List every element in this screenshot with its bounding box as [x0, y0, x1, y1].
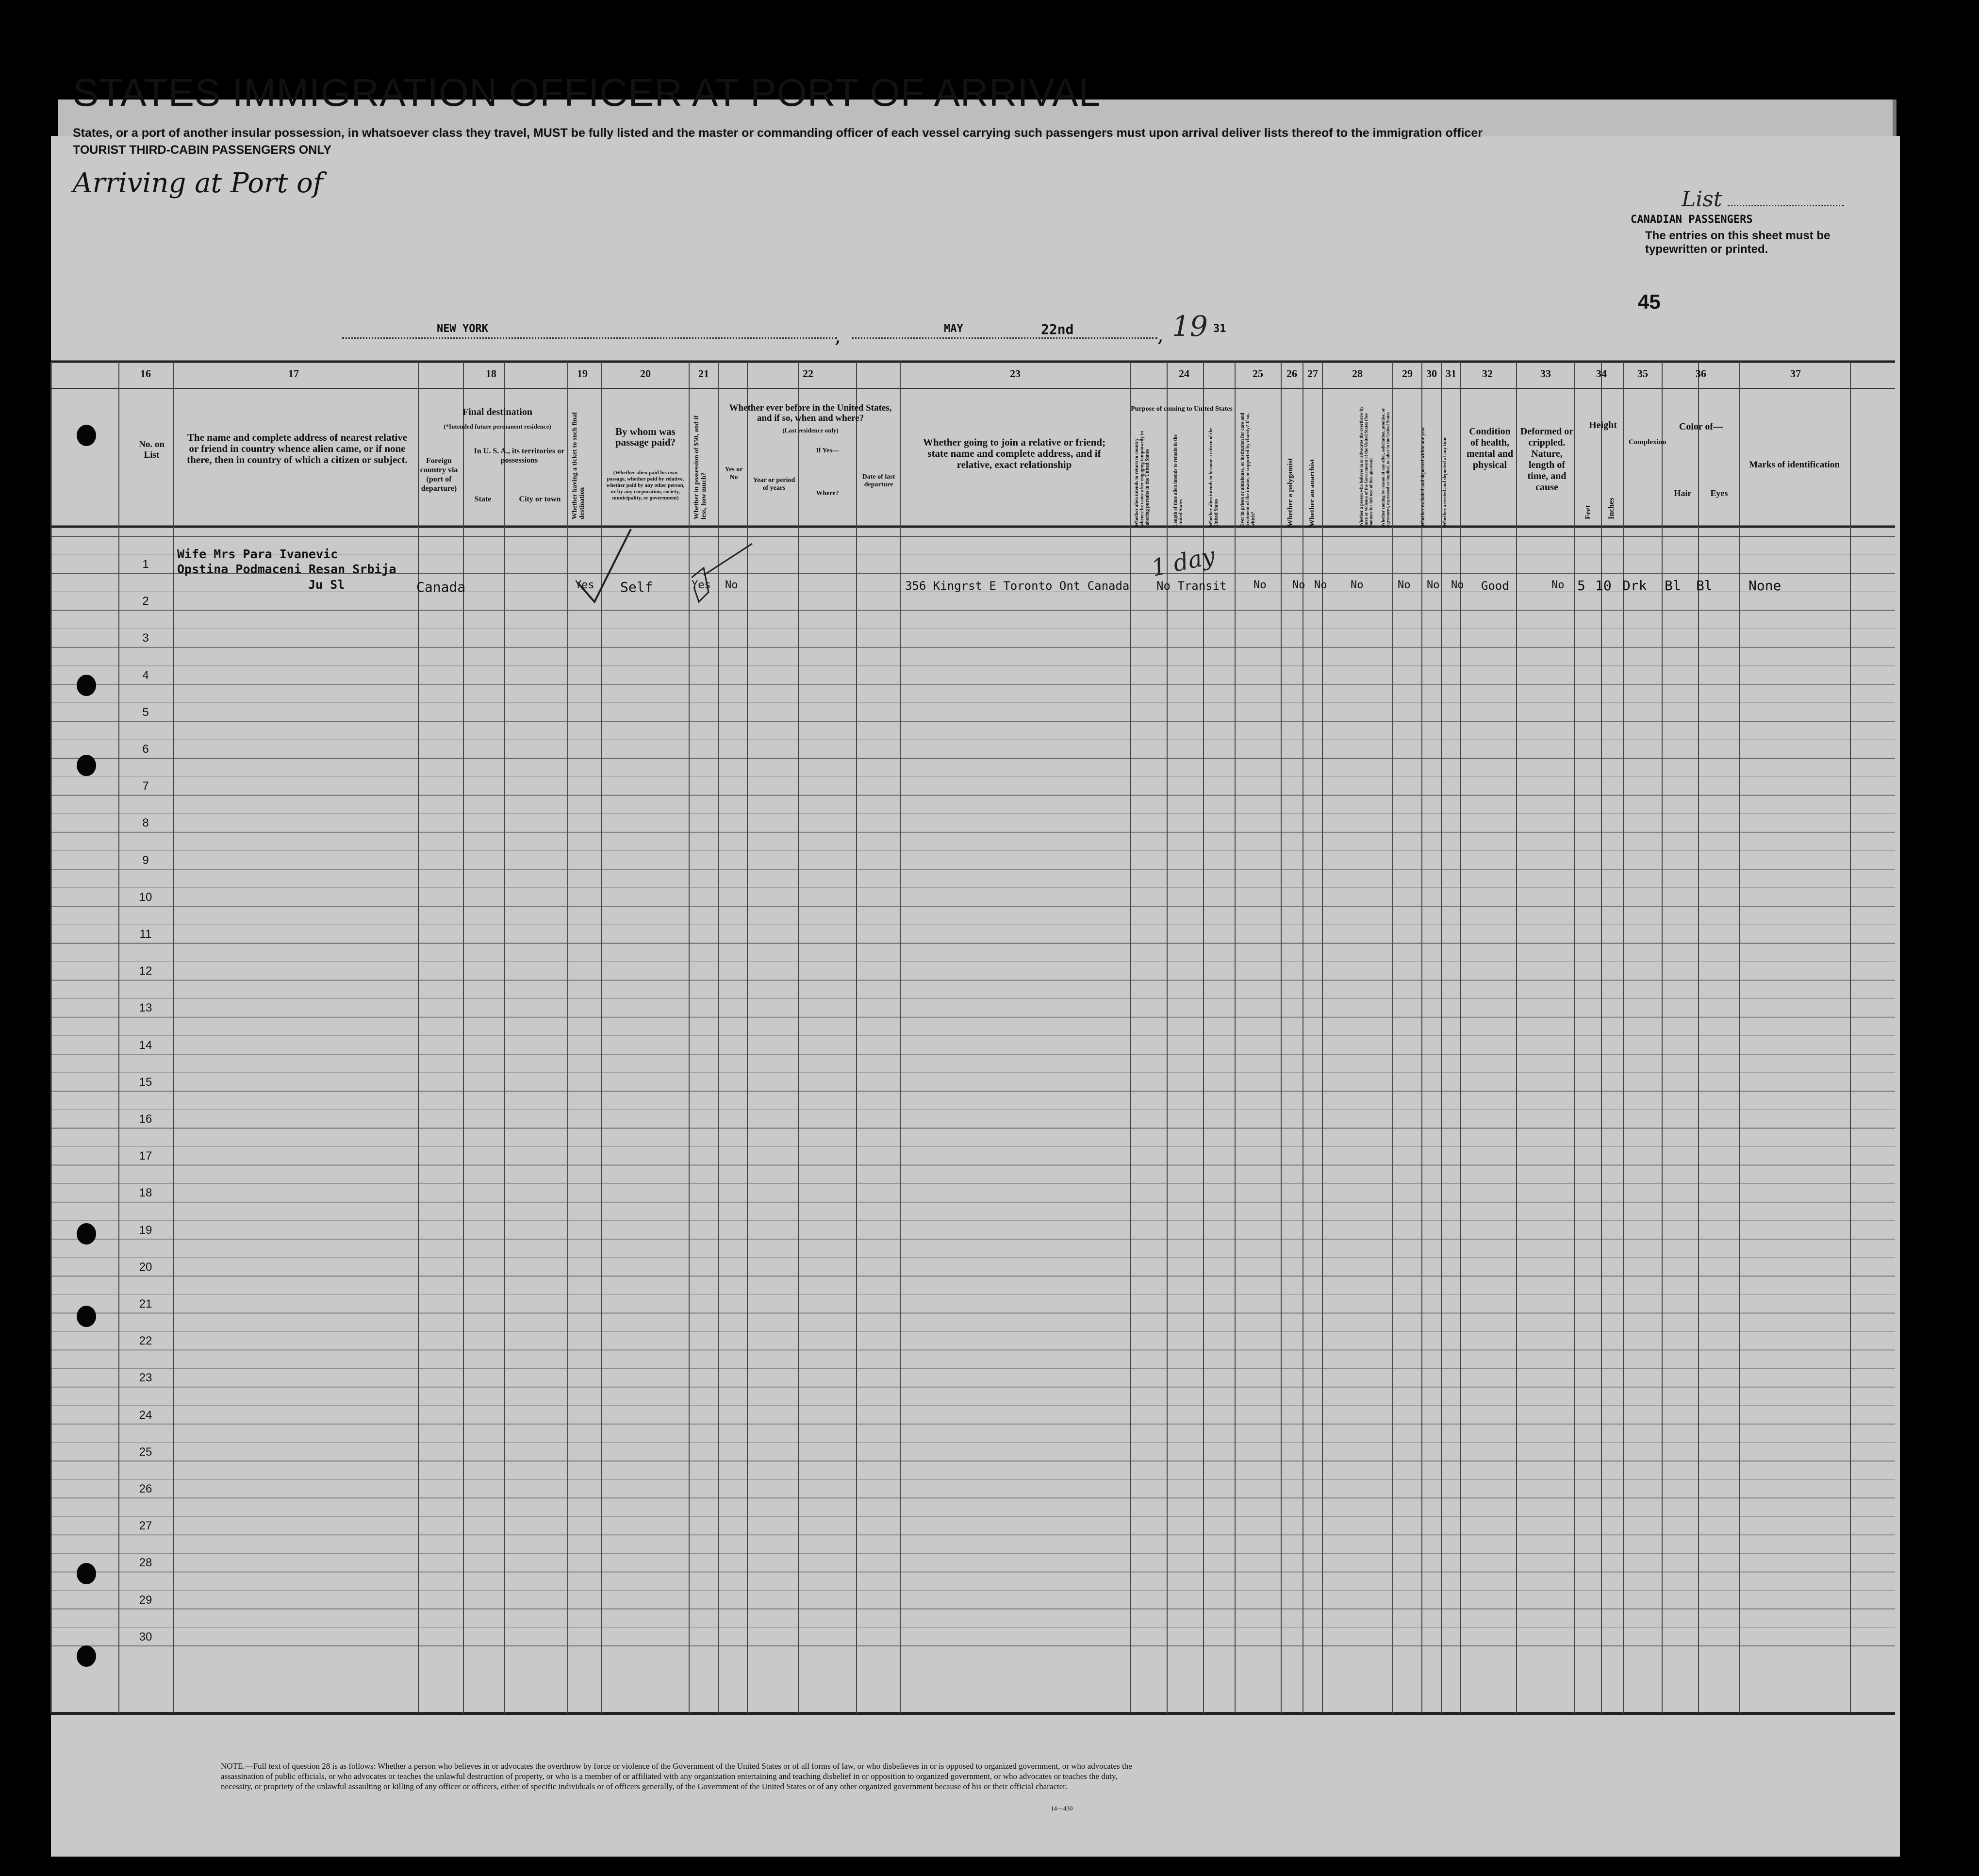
column-number: 31 — [1446, 367, 1456, 380]
col28-header: Whether a person who believes in or advocates the overthrow by force or violence of the Government of the United States (See footnote for full text of this question) — [1359, 406, 1373, 527]
footnote-q28: NOTE.—Full text of question 28 is as follows: Whether a person who believes in or advocates the overthrow by force or violence of the Government of the United States or of all forms of law, or who disbelieves in or is opposed to organized government, or who advocates the assassination of public officials, or who advocates or teaches the unlawful destruction of property, or who is a member of or affiliated with any organization entertaining and teaching disbelief in or opposition to organized government, or who advocates or teaches the duty, necessity, or propriety of the unlawful assaulting or killing of any officer or officers, either of specific individuals or of officers generally, of the Government of the United States or of any other organized government because of his or their official character. — [221, 1761, 1132, 1791]
page-title: STATES IMMIGRATION OFFICER AT PORT OF ARRIVAL — [73, 71, 1101, 114]
row-number: 30 — [139, 1630, 152, 1644]
row-number: 1 — [142, 558, 149, 571]
col37-header: Marks of identification — [1749, 460, 1840, 470]
list-type: CANADIAN PASSENGERS — [1631, 214, 1753, 226]
comma-1: , — [835, 325, 841, 348]
row1-purpose-handwritten: 1 day — [1149, 542, 1218, 582]
row-number: 21 — [139, 1297, 152, 1311]
row1-complexion: Drk — [1622, 578, 1647, 594]
col18-state: State — [474, 495, 492, 503]
row-number: 17 — [139, 1149, 152, 1163]
row1-q31: No — [1451, 579, 1464, 591]
row1-before-us: No — [725, 579, 738, 591]
page-subtitle: States, or a port of another insular possession, in whatsoever class they travel, MUST be fully listed and the master or commanding officer of each vessel carrying such passengers must upon arrival deliver lists thereof to the immigration officer — [73, 126, 1483, 140]
col18-title: Final destination — [462, 407, 532, 417]
row-number: 15 — [139, 1075, 152, 1089]
row-number: 18 — [139, 1186, 152, 1200]
column-number: 32 — [1482, 367, 1493, 380]
binder-hole — [77, 1645, 96, 1667]
row1-money: Yes — [692, 579, 711, 591]
col24a-header: Whether alien intends to return to country whence he came after engaging temporarily in laboring pursuits in the United States — [1134, 431, 1150, 527]
row-number: 26 — [139, 1482, 152, 1495]
column-number: 28 — [1352, 367, 1363, 380]
row-number: 11 — [139, 928, 152, 941]
row-number: 25 — [139, 1445, 152, 1459]
column-number: 34 — [1596, 367, 1607, 380]
column-number: 17 — [288, 367, 299, 380]
row-number: 12 — [139, 964, 152, 978]
col26-header: Whether a polygamist — [1286, 458, 1294, 527]
row1-feet: 5 — [1577, 578, 1585, 594]
col22-period: Year or period of years — [753, 477, 795, 492]
column-number: 36 — [1696, 367, 1706, 380]
row1-inches: 10 — [1595, 578, 1612, 594]
col23-header: Whether going to join a relative or friend; state name and complete address, and if relative, exact relationship — [923, 436, 1106, 470]
binder-hole — [77, 755, 96, 776]
column-number: 26 — [1286, 367, 1297, 380]
row1-q28: No — [1351, 579, 1364, 591]
col17-header: The name and complete address of nearest relative or friend in country whence alien came, or if none there, then in country of which a citizen or subject. — [187, 432, 408, 465]
col18-note: (*Intended future permanent residence) — [444, 423, 551, 430]
row-number: 22 — [139, 1334, 152, 1348]
col22-yesno: Yes or No — [725, 466, 743, 481]
col36-hair: Hair — [1674, 488, 1692, 498]
row1-anarchist: No — [1314, 579, 1327, 591]
row1-deformed: No — [1551, 579, 1565, 591]
list-label: List — [1682, 187, 1722, 212]
row1-ticket: Yes — [575, 579, 594, 591]
row1-foreign-country: Canada — [416, 579, 466, 595]
row-number: 8 — [142, 816, 149, 830]
arriving-label: Arriving at Port of — [73, 167, 323, 199]
col20-header: By whom was passage paid? — [615, 426, 676, 448]
row1-purpose: No Transit — [1156, 579, 1227, 593]
row1-q29: No — [1398, 579, 1411, 591]
comma-2: , — [1157, 324, 1164, 347]
sheet-number: 45 — [1638, 290, 1661, 313]
row1-relative-line3: Ju Sl — [308, 578, 345, 592]
col16-header: No. on List — [139, 439, 165, 460]
row-number: 2 — [142, 595, 149, 608]
column-number: 37 — [1790, 367, 1801, 380]
col34-feet: Feet — [1584, 505, 1592, 519]
row-number: 5 — [142, 705, 149, 719]
col27-header: Whether an anarchist — [1308, 459, 1316, 527]
row-number: 3 — [142, 631, 149, 645]
col22-date: Date of last departure — [862, 473, 895, 488]
col21-header: Whether in possession of $50, and if less, how much? — [693, 415, 708, 519]
row-number: 23 — [139, 1371, 152, 1385]
column-number: 30 — [1426, 367, 1437, 380]
col22-note: (Last residence only) — [782, 427, 839, 434]
year-prefix: 19 — [1172, 310, 1208, 343]
row-number: 28 — [139, 1556, 152, 1570]
column-number: 35 — [1637, 367, 1648, 380]
row-number: 27 — [139, 1519, 152, 1533]
row1-health: Good — [1481, 579, 1509, 593]
column-number: 24 — [1179, 367, 1189, 380]
class-label: TOURIST THIRD-CABIN PASSENGERS ONLY — [73, 143, 331, 157]
date-line — [852, 337, 1157, 339]
col22-where: Where? — [816, 490, 839, 497]
binder-hole — [77, 425, 96, 446]
row-number: 6 — [142, 743, 149, 756]
column-number: 23 — [1010, 367, 1021, 380]
col35-header: Complexion — [1629, 438, 1666, 446]
row-number: 20 — [139, 1260, 152, 1274]
col34-inches: Inches — [1607, 498, 1616, 519]
form-number: 14—430 — [1051, 1805, 1073, 1812]
row-number: 24 — [139, 1408, 152, 1422]
row1-polygamist: No — [1292, 579, 1305, 591]
month-value: MAY — [944, 323, 963, 335]
binder-hole — [77, 675, 96, 696]
col32-header: Condition of health, mental and physical — [1466, 426, 1514, 470]
col18-city: City or town — [519, 495, 561, 503]
row1-paid-by: Self — [620, 579, 653, 595]
column-number: 19 — [577, 367, 588, 380]
row-number: 7 — [142, 780, 149, 793]
row-number: 19 — [139, 1223, 152, 1237]
col31-header: Whether arrested and deported at any time — [1442, 436, 1448, 527]
column-number: 25 — [1253, 367, 1263, 380]
row1-relative-line2: Opstina Podmaceni Resan Srbija — [177, 562, 396, 576]
row-number: 4 — [142, 668, 149, 682]
col19-header: Whether having a ticket to such final destination — [571, 412, 586, 519]
col20-note: (Whether alien paid his own passage, whether paid by relative, whether paid by any other person, or by any corporation, society, municipality, or government) — [606, 470, 685, 501]
col24c-header: Whether alien intends to become a citizen of the United States — [1208, 427, 1219, 527]
row-number: 10 — [139, 890, 152, 904]
column-number: 29 — [1402, 367, 1413, 380]
column-number: 21 — [698, 367, 709, 380]
col29-header: Whether coming by reason of any offer, solicitation, promise, or agreement, expressed or implied, to labor in the United States — [1381, 408, 1390, 527]
row-number: 29 — [139, 1593, 152, 1607]
row1-eyes: Bl — [1696, 578, 1713, 594]
col22-header: Whether ever before in the United States, and if so, when and where? — [729, 403, 892, 423]
day-value: 22nd — [1041, 321, 1074, 337]
col30-header: Whether excluded and deported within one year — [1420, 427, 1426, 527]
col22-ifyes: If Yes— — [816, 447, 839, 454]
column-number: 22 — [803, 367, 813, 380]
row1-prison: No — [1253, 579, 1267, 591]
typewritten-instructions: The entries on this sheet must be typewritten or printed. — [1645, 229, 1831, 256]
row1-hair: Bl — [1665, 578, 1681, 594]
col36-eyes: Eyes — [1710, 488, 1728, 498]
row-number: 16 — [139, 1112, 152, 1126]
column-number: 18 — [486, 367, 496, 380]
list-line — [1728, 205, 1844, 206]
binder-hole — [77, 1563, 96, 1584]
row1-joining: 356 Kingrst E Toronto Ont Canada — [905, 579, 1130, 593]
column-number: 27 — [1307, 367, 1318, 380]
column-number: 16 — [140, 367, 151, 380]
check-marks — [558, 519, 825, 607]
binder-hole — [77, 1306, 96, 1327]
row-number: 13 — [139, 1001, 152, 1015]
port-value: NEW YORK — [437, 323, 488, 335]
col24-header: Purpose of coming to United States — [1131, 405, 1233, 413]
row1-q30: No — [1427, 579, 1440, 591]
col36-header: Color of— — [1679, 421, 1723, 432]
col33-header: Deformed or crippled. Nature, length of time, and cause — [1520, 426, 1574, 493]
row-number: 14 — [139, 1038, 152, 1052]
column-number: 33 — [1540, 367, 1551, 380]
year-suffix: 31 — [1213, 323, 1226, 335]
col18-foreign: Foreign country via (port of departure) — [420, 457, 458, 493]
col25-header: Ever in prison or almshouse, or institution for care and treatment of the insane, or supported by charity? If so, which? — [1240, 413, 1256, 527]
col34-header: Height — [1589, 420, 1617, 431]
binder-hole — [77, 1223, 96, 1245]
port-line — [342, 337, 837, 339]
row1-relative-line1: Wife Mrs Para Ivanevic — [177, 547, 338, 561]
column-number: 20 — [640, 367, 651, 380]
col24b-header: Length of time alien intends to remain in the United States — [1173, 434, 1184, 527]
col18-usa: In U. S. A., its territories or possessions — [474, 447, 565, 465]
row1-marks: None — [1748, 578, 1781, 594]
row-number: 9 — [142, 853, 149, 867]
